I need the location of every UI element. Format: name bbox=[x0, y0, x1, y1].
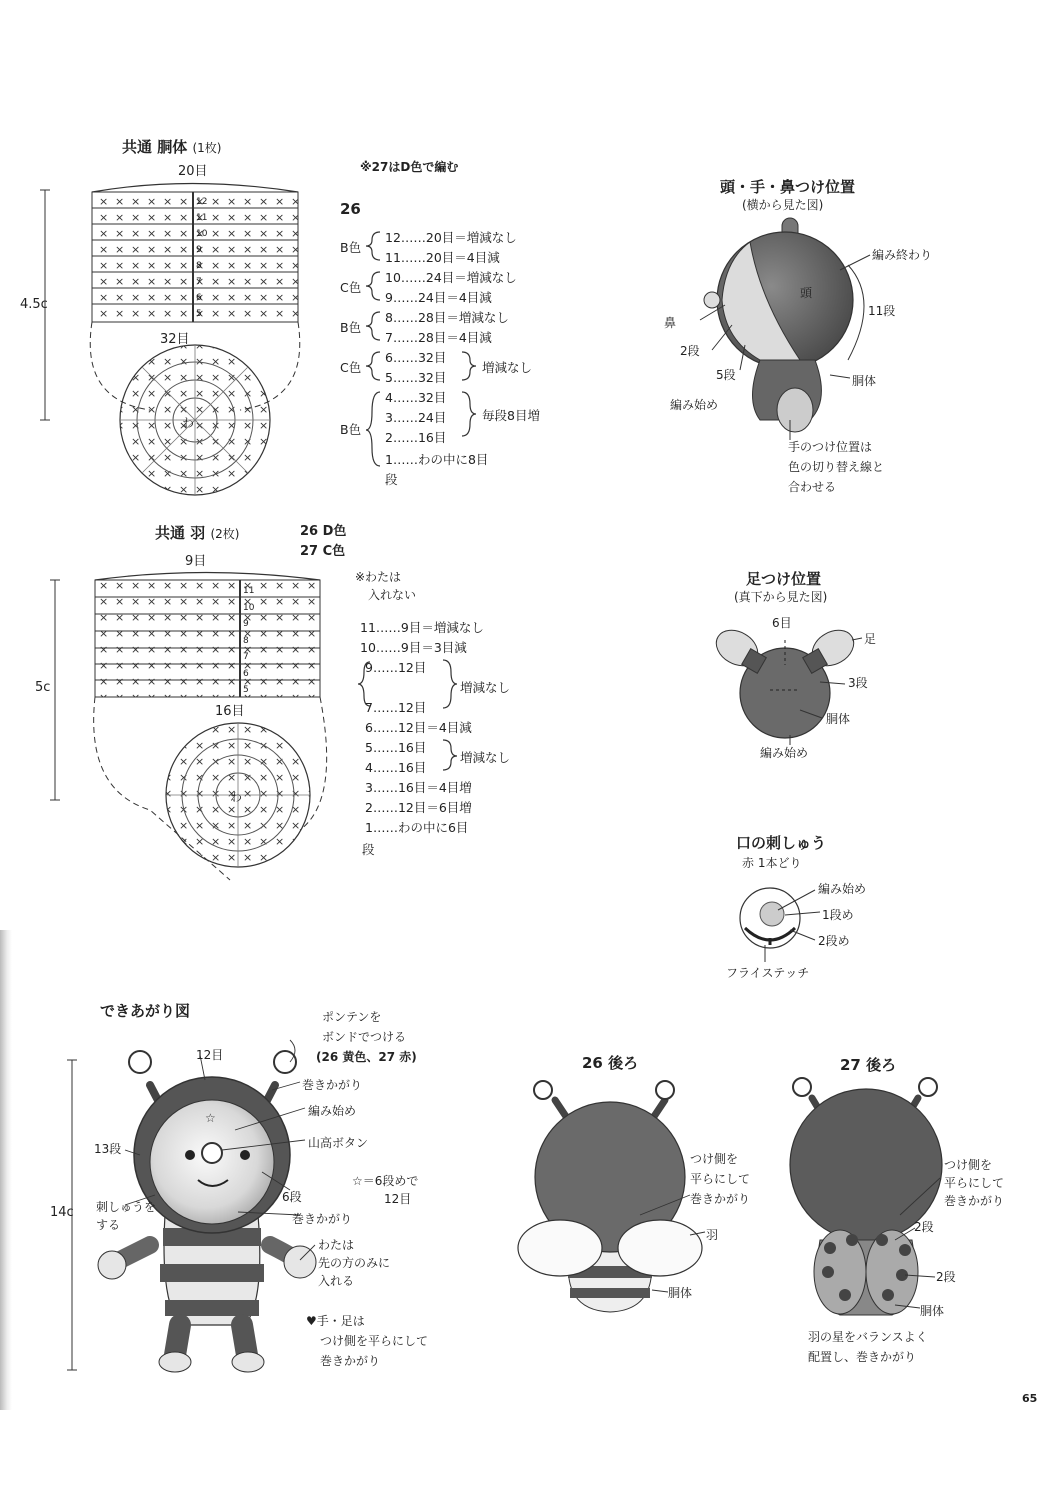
wing-row-5: 5……16目 bbox=[365, 740, 427, 755]
finished-embroider-1: 刺しゅうを bbox=[96, 1200, 157, 1214]
head-label-rows2: 2段 bbox=[680, 344, 700, 358]
wing-color-26: 26 D色 bbox=[300, 524, 347, 539]
head-label-rows5: 5段 bbox=[716, 368, 736, 382]
finished-rows13: 13段 bbox=[94, 1142, 122, 1156]
back27-rows2a: 2段 bbox=[914, 1220, 934, 1234]
foot-label-body: 胴体 bbox=[826, 712, 851, 726]
finished-whip-2: 巻きかがり bbox=[292, 1212, 353, 1226]
back27-title: 27 後ろ bbox=[840, 1056, 897, 1074]
back-27 bbox=[790, 1078, 942, 1315]
mouth-embroidery bbox=[740, 888, 820, 962]
back27-flat-1: つけ側を bbox=[944, 1158, 993, 1172]
wing-row-9: 9……12目 bbox=[365, 660, 427, 675]
body-height: 4.5c bbox=[20, 297, 48, 312]
finished-rows12: 12目 bbox=[196, 1048, 224, 1062]
foot-label-foot: 足 bbox=[864, 632, 877, 646]
wing-row-6: 6……12目＝4目減 bbox=[365, 720, 472, 735]
mouth-label-stitch: フライステッチ bbox=[726, 966, 810, 980]
wing-width-bottom: 16目 bbox=[215, 704, 245, 719]
foot-label-rows6: 6目 bbox=[772, 616, 792, 630]
back27-rows2b: 2段 bbox=[936, 1270, 956, 1284]
wing-row-3: 3……16目＝4目増 bbox=[365, 780, 472, 795]
finished-button: 山高ボタン bbox=[308, 1136, 369, 1150]
body-pattern-no: 26 bbox=[340, 200, 361, 218]
finished-pompom-1: ポンテンを bbox=[322, 1010, 382, 1024]
mouth-label-start: 編み始め bbox=[818, 882, 867, 896]
finished-pompom-3: (26 黄色、27 赤) bbox=[316, 1050, 417, 1064]
finished-stuff-2: 先の方のみに bbox=[318, 1256, 391, 1270]
finished-star-note-1: ☆＝6段めで bbox=[352, 1174, 419, 1188]
back26-flat-1: つけ側を bbox=[690, 1152, 739, 1166]
finished-title: できあがり図 bbox=[100, 1002, 191, 1020]
body-group-3-row-b: 7……28目＝4目減 bbox=[385, 330, 492, 345]
body-group-4-row-b: 5……32目 bbox=[385, 370, 447, 385]
finished-stuff-3: 入れる bbox=[318, 1274, 355, 1288]
body-width-top: 20目 bbox=[178, 164, 208, 179]
wing-row-2: 2……12目＝6目増 bbox=[365, 800, 472, 815]
body-group-4-color: C色 bbox=[340, 360, 362, 375]
head-label-body: 胴体 bbox=[852, 374, 877, 388]
head-label-end: 編み終わり bbox=[872, 248, 933, 262]
finished-height: 14c bbox=[50, 1205, 74, 1220]
finished-embroider-2: する bbox=[96, 1218, 121, 1232]
wing-row-label: 段 bbox=[362, 842, 375, 857]
body-group-1-row-b: 11……20目＝4目減 bbox=[385, 250, 500, 265]
head-subtitle: (横から見た図) bbox=[742, 198, 824, 212]
wing-row-numbers: 11 10 9 8 7 6 5 bbox=[243, 586, 255, 695]
body-group-5-color: B色 bbox=[340, 422, 362, 437]
head-side-view bbox=[700, 218, 870, 440]
body-group-5-row-d: 1……わの中に8目 bbox=[385, 452, 489, 467]
finished-start: 編み始め bbox=[308, 1104, 357, 1118]
back26-wing: 羽 bbox=[706, 1228, 719, 1242]
wing-chart bbox=[50, 573, 327, 881]
finished-hand-2: つけ側を平らにして bbox=[320, 1334, 429, 1348]
wing-color-27: 27 C色 bbox=[300, 544, 346, 559]
foot-subtitle: (真下から見た図) bbox=[734, 590, 828, 604]
wing-height: 5c bbox=[35, 680, 51, 695]
back27-body: 胴体 bbox=[920, 1304, 945, 1318]
back26-title: 26 後ろ bbox=[582, 1054, 639, 1072]
finished-pompom-2: ボンドでつける bbox=[322, 1030, 407, 1044]
body-group-2-row-b: 9……24目＝4目減 bbox=[385, 290, 492, 305]
head-label-start: 編み始め bbox=[670, 398, 719, 412]
body-group-3-row-a: 8……28目＝増減なし bbox=[385, 310, 509, 325]
back27-dots-2: 配置し、巻きかがり bbox=[808, 1350, 917, 1364]
wing-row-1: 1……わの中に6目 bbox=[365, 820, 469, 835]
head-label-rows11: 11段 bbox=[868, 304, 896, 318]
wing-row-10: 10……9目＝3目減 bbox=[360, 640, 467, 655]
back26-flat-3: 巻きかがり bbox=[690, 1192, 751, 1206]
body-group-1-color: B色 bbox=[340, 240, 362, 255]
finished-stuff-1: わたは bbox=[318, 1238, 355, 1252]
wing-row-11: 11……9目＝増減なし bbox=[360, 620, 484, 635]
body-group-5-row-b: 3……24目 bbox=[385, 410, 447, 425]
body-center-mark: わ bbox=[182, 416, 195, 430]
finished-whip-1: 巻きかがり bbox=[302, 1078, 363, 1092]
back-26 bbox=[518, 1081, 705, 1312]
wing-note-1: ※わたは bbox=[355, 570, 402, 584]
finished-star-note-2: 12目 bbox=[384, 1192, 412, 1206]
body-group-2-color: C色 bbox=[340, 280, 362, 295]
wing-row-4: 4……16目 bbox=[365, 760, 427, 775]
back27-flat-2: 平らにして bbox=[944, 1176, 1005, 1190]
body-title: 共通 胴体 (1枚) bbox=[122, 138, 222, 156]
mouth-title: 口の刺しゅう bbox=[736, 834, 827, 852]
wing-brace-note-1: 増減なし bbox=[460, 680, 511, 695]
head-label-hand-3: 合わせる bbox=[788, 480, 837, 494]
body-row-label: 段 bbox=[385, 472, 398, 487]
mouth-label-row1: 1段め bbox=[822, 908, 854, 922]
body-group-5-note: 毎段8目増 bbox=[482, 408, 540, 423]
foot-label-rows3: 3段 bbox=[848, 676, 868, 690]
wing-brace-note-2: 増減なし bbox=[460, 750, 511, 765]
back26-body: 胴体 bbox=[668, 1286, 693, 1300]
foot-label-start: 編み始め bbox=[760, 746, 809, 760]
head-label-hand-2: 色の切り替え線と bbox=[788, 460, 885, 474]
wing-width-top: 9目 bbox=[185, 554, 207, 569]
body-group-5-row-a: 4……32目 bbox=[385, 390, 447, 405]
body-group-3-color: B色 bbox=[340, 320, 362, 335]
body-note: ※27はD色で編む bbox=[360, 160, 459, 174]
body-row-numbers: 12 11 10 9 8 7 6 5 bbox=[196, 197, 208, 319]
head-title: 頭・手・鼻つけ位置 bbox=[720, 178, 856, 196]
wing-row-7: 7……12目 bbox=[365, 700, 427, 715]
body-group-5-row-c: 2……16目 bbox=[385, 430, 447, 445]
body-group-4-row-a: 6……32目 bbox=[385, 350, 447, 365]
finished-hand-3: 巻きかがり bbox=[320, 1354, 381, 1368]
page-number: 65 bbox=[1022, 1392, 1038, 1405]
head-label-head: 頭 bbox=[800, 286, 813, 300]
foot-title: 足つけ位置 bbox=[746, 570, 822, 588]
back27-flat-3: 巻きかがり bbox=[944, 1194, 1005, 1208]
svg-text:☆: ☆ bbox=[205, 1111, 216, 1125]
head-label-nose: 鼻 bbox=[664, 316, 677, 330]
wing-title: 共通 羽 (2枚) bbox=[155, 524, 240, 542]
mouth-label-row2: 2段め bbox=[818, 934, 850, 948]
body-group-2-row-a: 10……24目＝増減なし bbox=[385, 270, 517, 285]
back27-dots-1: 羽の星をバランスよく bbox=[808, 1330, 928, 1344]
wing-note-2: 入れない bbox=[368, 588, 417, 602]
body-width-bottom: 32目 bbox=[160, 332, 190, 347]
body-group-1-row-a: 12……20目＝増減なし bbox=[385, 230, 517, 245]
body-group-4-note: 増減なし bbox=[482, 360, 533, 375]
back26-flat-2: 平らにして bbox=[690, 1172, 751, 1186]
finished-rows6: 6段 bbox=[282, 1190, 302, 1204]
mouth-subtitle: 赤 1本どり bbox=[742, 856, 802, 870]
wing-center-mark: わ bbox=[230, 790, 243, 804]
finished-hand-1: ♥手・足は bbox=[306, 1314, 365, 1328]
head-label-hand-1: 手のつけ位置は bbox=[788, 440, 873, 454]
